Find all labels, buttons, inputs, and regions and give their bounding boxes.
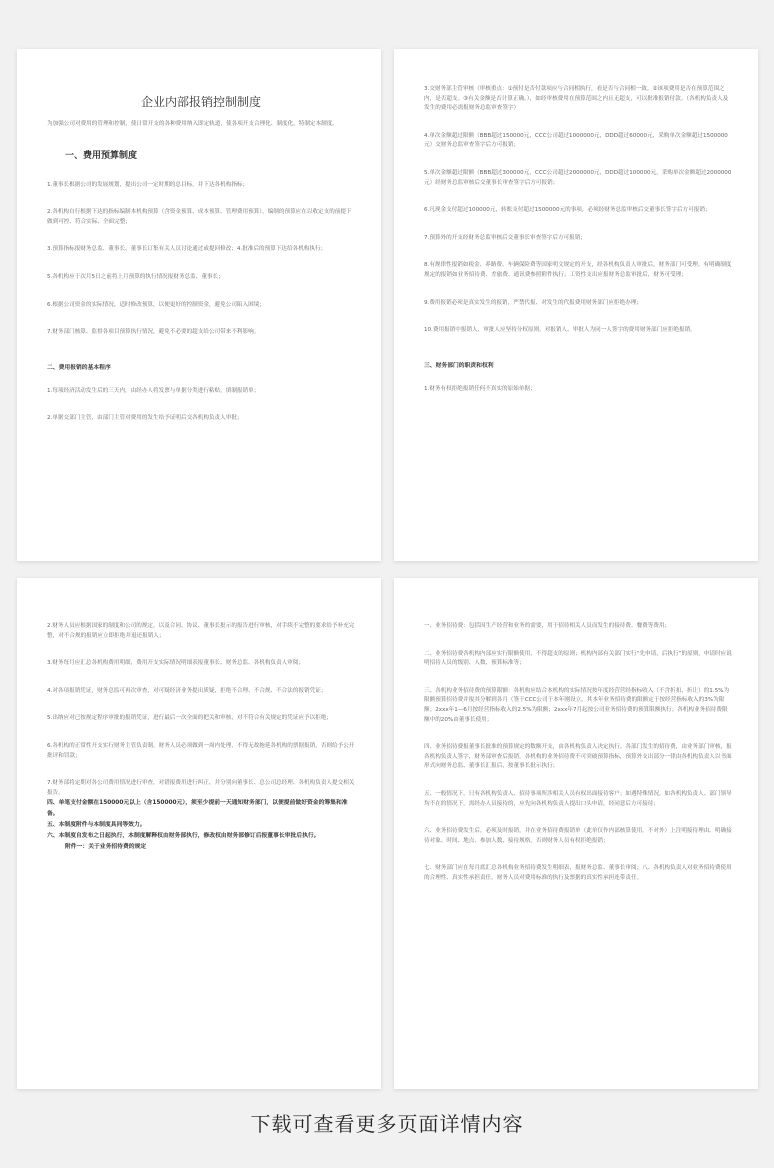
document-page-4 xyxy=(394,578,758,1089)
paragraph: 五、一般情况下，只有各机构负责人、招待事项所涉相关人员有权出面接待客户；如遇特殊情况，如各机构负责人、部门领导均不在的情况下，需经办人员接待的，应先向各机构负责人提出口头申请，经同意后方可接待； xyxy=(424,790,732,807)
paragraph: 2.各机构自行根据下达的指标编制本机构预算（含资金预算、成本预算、管理费用预算），编制的预算应在以收定支的前提下做到可控、符合实际、全面完整； xyxy=(47,209,352,225)
document-title: 企业内部报销控制制度 xyxy=(140,95,261,109)
paragraph: 10.费用报销中报销人、审批人应坚持分权原则，对报销人、审批人为同一人签字的费用财务部门应拒绝报销。 xyxy=(424,327,696,334)
paragraph: 1.每项经济活动发生后的三天内，由经办人将发票与单据分类进行粘贴，填制报销单； xyxy=(47,387,260,394)
paragraph: 3.财务每月应汇总各机构费用明细，费用开支实际情况明细表报董事长、财务总监、各机构负责人审阅； xyxy=(47,660,305,667)
intro-paragraph: 为加强公司对费用的管理和控制，使日常开支的各种费用纳入即定轨道，使各项开支合理化、制度化，特制定本制度。 xyxy=(47,121,338,127)
paragraph: 5.出纳应对已按规定程序审批的报销凭证，进行最后一次全面的把关和审核，对不符合有关规定的凭证应予以拒绝； xyxy=(47,715,333,722)
paragraph: 六、业务招待费发生后，必须及时报销，并在业务招待费报销单（此单仅作内部核算使用，不对外）上注明接待理由、明确接待对象、时间、地点、参加人数、接待规格，否则财务人员有权拒绝报销； xyxy=(424,828,732,844)
paragraph: 5.各机构应于次月5日之前将上月预算的执行情况报财务总监、董事长； xyxy=(47,273,224,280)
attachment-heading: 附件一：关于业务招待费的规定 xyxy=(65,844,147,851)
paragraph: 三、各机构业务招待费的预算限额：各机构应结合本机构的实际情况按年度经营营经指标收入（不含折扣、折让）的1.5%为限额预算招待费并报其分解到各月（签于CCC公司于本年刚设立，其本年业务招待费的限额定于按经营指标收入的3%为限额；2xxx年1—6月按经营指标收入的2.5%为限额；2xxx年7月起按公司业务招待费的预算限额执行；各机构业务招待费限额中的20%由董事长使用； xyxy=(424,687,730,723)
document-page-3 xyxy=(17,578,381,1089)
paragraph: 4.单次金额超过限额（BBB超过150000元，CCC公司超过1000000元，DDD超过60000元，采购单次金额超过1500000元）交财务总监审查签字后方可报销； xyxy=(424,132,728,149)
paragraph: 8.有规律性报销如税金、养路费、车辆保险费等国家明文规定的开支，经各机构负责人审批后，财务部门可受理。有明确制度规定的报销如业务招待费、差旅费、通讯费参照附件执行；工资性支出应报财务总监审批后，财务可受理； xyxy=(424,262,732,278)
paragraph: 7.预算外的开支经财务总监审核后交董事长审查签字后方可报销； xyxy=(424,234,586,241)
section-heading-4: 四、单笔支付金额在150000元以上（含150000元），须至少提前一天通知财务部门，以便提前做好资金的筹集和准备。 xyxy=(47,800,348,818)
paragraph: 四、业务招待费报董事长批准的预算规定的数额开支，由各机构负责人决定执行。各部门发生的招待费，由业务部门审核，报各机构负责人签字，财务部审查后报销。各机构的业务招待费不可突破预算指标，预算外支出部分一律由各机构负责人以书面形式向财务总监、董事长汇报后，按董事长批示执行； xyxy=(424,744,732,770)
section-heading-budget: 一、费用预算制度 xyxy=(65,150,138,161)
paragraph: 一、业务招待费：包括因生产经营和业务的需要，用于招待相关人员而发生的接待费、餐费等费用； xyxy=(424,623,671,629)
paragraph: 2.财务人员应根据国家的制度和公司的规定，以及合同、协议、董事长批示的报告进行审核，对手续不完整的要求给予补充完整，对不合规的报销应立即拒绝并退还报销人； xyxy=(47,623,355,639)
section-heading-6: 六、本制度自发布之日起执行，本制度解释权由财务部执行，修改权由财务部修订后报董事长审批后执行。 xyxy=(47,833,320,840)
paragraph: 3.预算指标报财务总监、董事长、董事长订集有关人员讨论通过或提回修改；4.批准后的预算下达给各机构执行； xyxy=(47,246,327,253)
paragraph: 3.交财务部主管审核（审核重点：①预付是否付款项应与合同相执行，看是否与合同相一致。②该项费用是否在预算范围之内，是否超支。③有关金额是否计算正确。），如经审核费用在预算范围之内且无超支，可以批准报销付款。（各机构负责人及发生的费用必需报财务总监审查签字） xyxy=(424,86,729,112)
document-page-2 xyxy=(394,49,758,561)
paragraph: 二、业务招待费各机构内部应实行限额使用，不得超支的原则；机构内部有关部门实行“先申请，后执行”的原则，申请时应说明招待人员的级别、人数、预算标准等； xyxy=(424,650,732,667)
paragraph: 4.对各项报销凭证，财务总监可再次审查，对可疑经济业务提出质疑，拒绝不合理、不合规、不合法的报销凭证； xyxy=(47,687,327,694)
paragraph: 7.财务部将定期对各公司费用情况进行审查，对错报费用进行纠正，并分别向董事长、总公司总经理、各机构负责人提交相关报告。 xyxy=(47,780,355,796)
paragraph: 5.单次金额超过限额（BBB超过300000元，CCC公司超过2000000元，DDD超过100000元，采购单次金额超过2000000元）经财务总监审核后交董事长审查签字后方可报销； xyxy=(424,169,732,186)
paragraph: 1.财务有权拒绝报销任何不真实的原始单据； xyxy=(424,385,536,392)
paragraph: 2.单据交部门主管，由部门主管对费用的发生给予证明后交各机构负责人审批； xyxy=(47,415,243,422)
download-more-caption: 下载可查看更多页面详情内容 xyxy=(250,1112,524,1136)
paragraph: 9.费用报销必须是真实发生的报销，严禁代报、对发生的代报费用财务部门应拒绝办理； xyxy=(424,299,642,306)
paragraph: 6.根据公司资金的实际情况，适时修改预算，以便更好的控制资金，避免公司陷入困境； xyxy=(47,301,265,308)
paragraph: 6.凡现金支付超过100000元，转账支付超过1500000元的事项，必须经财务总监审核后交董事长签字后方可报销； xyxy=(424,207,711,214)
section-heading-finance-duties: 三、财务部门的职责和权利 xyxy=(424,362,494,369)
section-heading-procedure: 二、费用报销的基本程序 xyxy=(47,364,111,371)
paragraph: 6.各机构的正常性开支实行财务主管负责制，财务人员必须做到一周内处理，不得无故拖延各机构的票据报销，否则给予公开批评和罚款； xyxy=(47,742,355,759)
section-heading-5: 五、本制度附件与本制度具同等效力。 xyxy=(47,822,146,829)
document-page-1 xyxy=(17,49,381,561)
paragraph: 7.财务部门核算、监督各项目预算执行情况，避免不必要的超支给公司带来不利影响。 xyxy=(47,329,260,336)
paragraph: 七、财务部门应在每月底汇总各机构业务招待费发生明细表，报财务总监、董事长审阅；八、各机构负责人对业务招待费使用的合理性、真实性承担责任，财务人员对费用标准的执行及票据的真实性承担连带责任。 xyxy=(424,865,732,881)
paragraph: 1.董事长根据公司的发展规划，提出公司一定时期的总目标，并下达各机构指标； xyxy=(47,181,249,188)
